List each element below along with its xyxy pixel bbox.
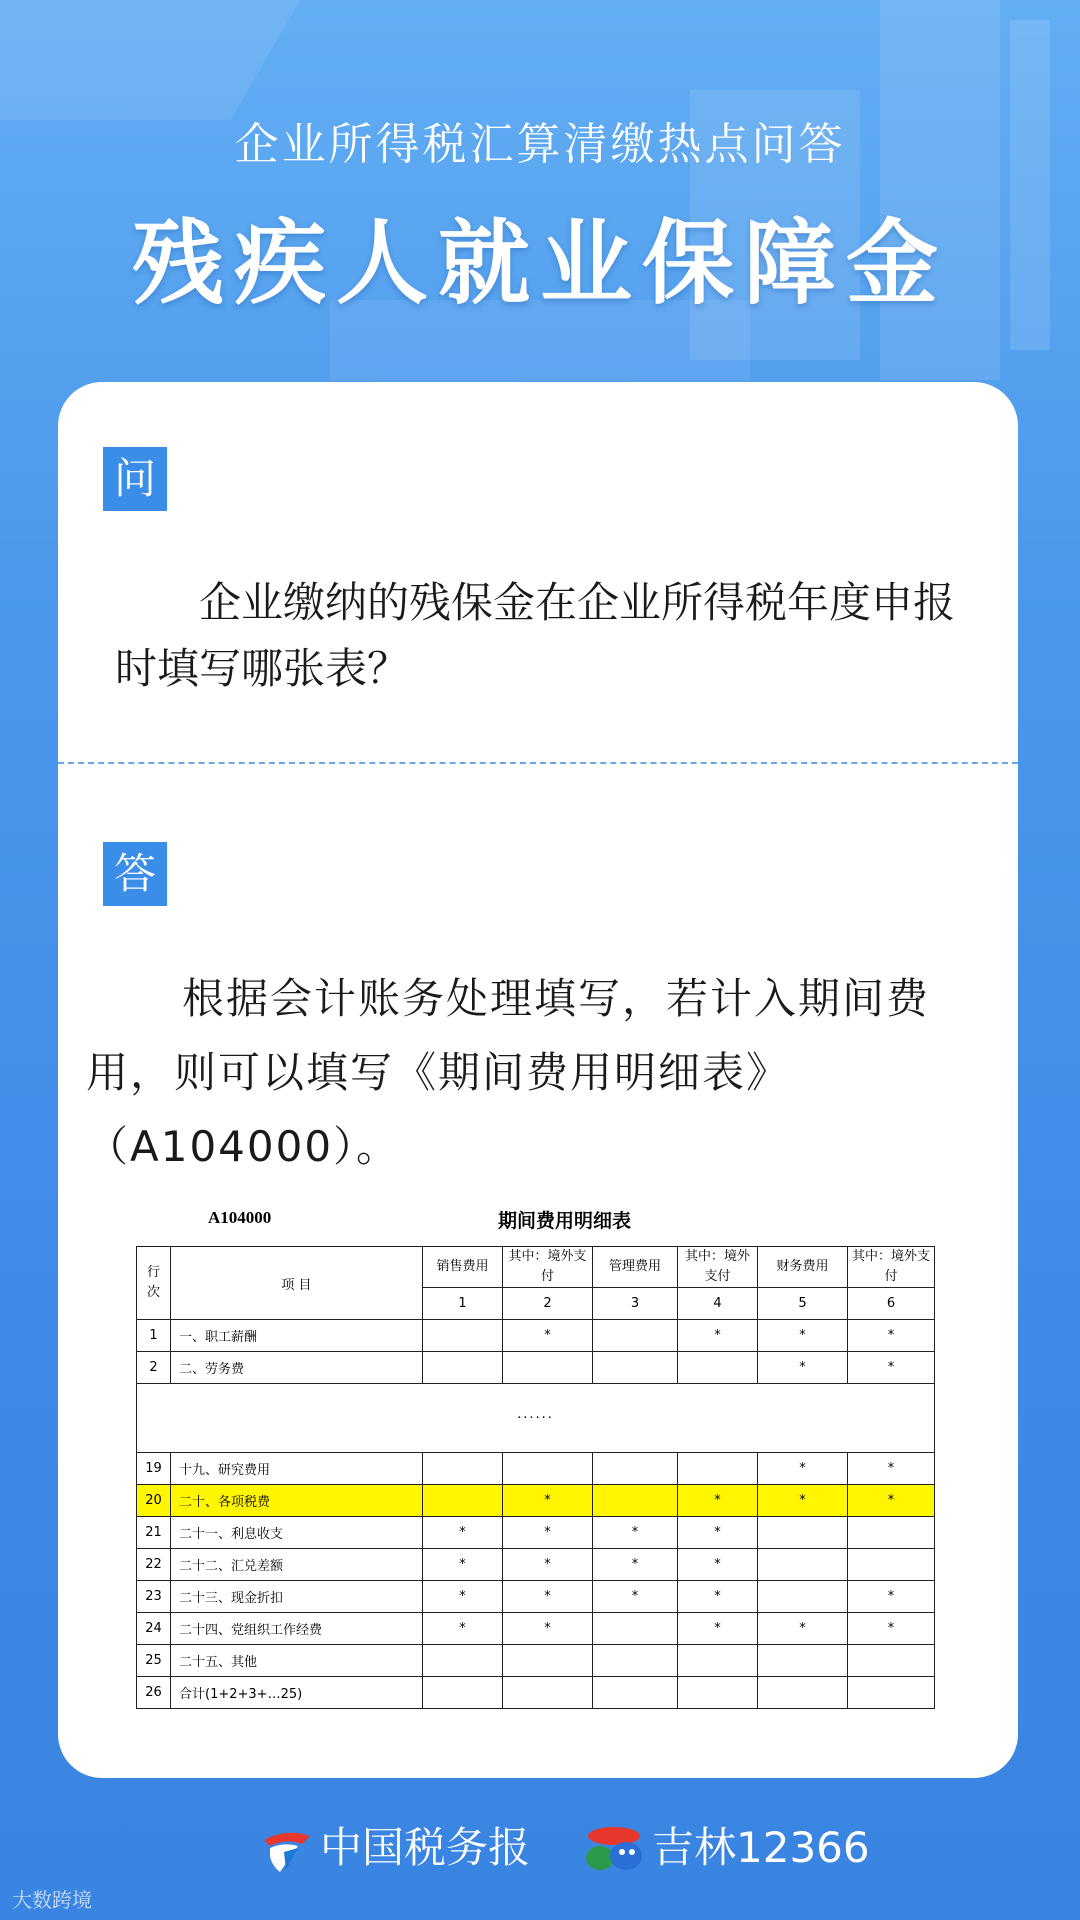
table-cell (503, 1645, 593, 1677)
table-cell (758, 1645, 848, 1677)
jilin-12366-mascot-icon (578, 1824, 650, 1876)
table-row (137, 1613, 935, 1645)
table-cell: * (503, 1320, 593, 1352)
table-title: 期间费用明细表 (498, 1210, 632, 1232)
table-cell: * (848, 1320, 935, 1352)
tax-news-logo-icon (258, 1826, 314, 1874)
table-cell (593, 1613, 678, 1645)
table-cell (423, 1320, 503, 1352)
table-cell (848, 1517, 935, 1549)
expense-detail-table (136, 1246, 935, 1709)
ellipsis-row (137, 1384, 935, 1453)
brand-jilin-12366: 吉林12366 (652, 1823, 870, 1872)
question-text: 企业缴纳的残保金在企业所得税年度申报时填写哪张表？ (115, 578, 956, 693)
table-cell (593, 1453, 678, 1485)
table-cell (593, 1352, 678, 1384)
table-cell: * (848, 1352, 935, 1384)
table-cell: * (678, 1485, 758, 1517)
table-cell (678, 1645, 758, 1677)
table-cell: * (758, 1352, 848, 1384)
table-row (137, 1581, 935, 1613)
table-cell (848, 1677, 935, 1709)
table-cell: * (758, 1485, 848, 1517)
table-cell (758, 1581, 848, 1613)
table-cell: * (503, 1485, 593, 1517)
row-number: 22 (137, 1549, 171, 1581)
row-item: 一、职工薪酬 (171, 1320, 423, 1352)
table-cell (593, 1677, 678, 1709)
table-cell: * (503, 1613, 593, 1645)
row-item: 十九、研究费用 (171, 1453, 423, 1485)
header-col5: 财务费用 (758, 1247, 848, 1288)
row-item: 二十、各项税费 (171, 1485, 423, 1517)
row-number: 2 (137, 1352, 171, 1384)
header-item: 项 目 (171, 1247, 423, 1320)
table-cell: * (678, 1549, 758, 1581)
table-row (137, 1453, 935, 1485)
col-number: 2 (503, 1288, 593, 1320)
table-row (137, 1517, 935, 1549)
table-cell (593, 1320, 678, 1352)
table-cell: * (423, 1517, 503, 1549)
watermark: 大数跨境 (12, 1888, 92, 1912)
table-cell: * (758, 1320, 848, 1352)
row-item: 二十一、利息收支 (171, 1517, 423, 1549)
table-cell (503, 1677, 593, 1709)
table-cell: * (848, 1581, 935, 1613)
table-cell: * (503, 1581, 593, 1613)
table-cell (678, 1453, 758, 1485)
header-row-no: 行次 (137, 1247, 171, 1320)
table-cell (848, 1645, 935, 1677)
table-cell (503, 1352, 593, 1384)
table-row (137, 1352, 935, 1384)
table-code: A104000 (208, 1208, 272, 1227)
table-cell: * (423, 1549, 503, 1581)
header-col6: 其中：境外支付 (848, 1247, 935, 1288)
question-tag: 问 (103, 447, 167, 511)
row-item: 二、劳务费 (171, 1352, 423, 1384)
table-cell: * (678, 1581, 758, 1613)
brand-tax-news: 中国税务报 (320, 1823, 531, 1872)
header-col4: 其中：境外支付 (678, 1247, 758, 1288)
table-cell: * (848, 1485, 935, 1517)
table-cell (758, 1677, 848, 1709)
row-number: 21 (137, 1517, 171, 1549)
table-cell (678, 1677, 758, 1709)
row-item: 二十二、汇兑差额 (171, 1549, 423, 1581)
table-cell (678, 1352, 758, 1384)
table-cell (423, 1677, 503, 1709)
table-cell: * (423, 1581, 503, 1613)
table-cell (423, 1485, 503, 1517)
table-cell (503, 1453, 593, 1485)
table-cell (423, 1453, 503, 1485)
row-item: 合计(1+2+3+…25) (171, 1677, 423, 1709)
bg-light-streak (0, 0, 300, 120)
col-number: 3 (593, 1288, 678, 1320)
table-cell (423, 1352, 503, 1384)
row-item: 二十四、党组织工作经费 (171, 1613, 423, 1645)
row-number: 24 (137, 1613, 171, 1645)
table-cell: * (678, 1517, 758, 1549)
table-row (137, 1645, 935, 1677)
row-number: 19 (137, 1453, 171, 1485)
table-cell: * (758, 1453, 848, 1485)
table-cell (848, 1549, 935, 1581)
table-cell: * (593, 1517, 678, 1549)
col-number: 6 (848, 1288, 935, 1320)
table-cell: * (678, 1320, 758, 1352)
row-item: 二十五、其他 (171, 1645, 423, 1677)
table-cell (758, 1549, 848, 1581)
header-col2: 其中：境外支付 (503, 1247, 593, 1288)
answer-text: 根据会计账务处理填写，若计入期间费用，则可以填写《期间费用明细表》（A104000）。 (86, 974, 931, 1171)
header-col3: 管理费用 (593, 1247, 678, 1288)
table-cell: * (503, 1549, 593, 1581)
table-row (137, 1677, 935, 1709)
row-number: 26 (137, 1677, 171, 1709)
row-item: 二十三、现金折扣 (171, 1581, 423, 1613)
table-cell: * (593, 1549, 678, 1581)
row-number: 25 (137, 1645, 171, 1677)
row-number: 23 (137, 1581, 171, 1613)
page-title: 残疾人就业保障金 (131, 210, 948, 317)
answer-tag: 答 (103, 842, 167, 906)
page-subtitle: 企业所得税汇算清缴热点问答 (234, 119, 846, 170)
table-cell: * (593, 1581, 678, 1613)
table-cell: * (423, 1613, 503, 1645)
footer (0, 1820, 1080, 1880)
table-row (137, 1320, 935, 1352)
table-cell: * (758, 1613, 848, 1645)
table-cell (593, 1485, 678, 1517)
table-row (137, 1549, 935, 1581)
table-cell (758, 1517, 848, 1549)
table-cell: * (848, 1613, 935, 1645)
table-cell (593, 1645, 678, 1677)
qa-card (58, 382, 1018, 1778)
col-number: 4 (678, 1288, 758, 1320)
col-number: 5 (758, 1288, 848, 1320)
header-col1: 销售费用 (423, 1247, 503, 1288)
table-cell: * (848, 1453, 935, 1485)
table-cell (423, 1645, 503, 1677)
row-number: 20 (137, 1485, 171, 1517)
ellipsis: ······ (137, 1384, 935, 1453)
table-cell: * (678, 1613, 758, 1645)
dashed-divider (58, 762, 1018, 764)
row-number: 1 (137, 1320, 171, 1352)
table-row (137, 1485, 935, 1517)
col-number: 1 (423, 1288, 503, 1320)
table-cell: * (503, 1517, 593, 1549)
